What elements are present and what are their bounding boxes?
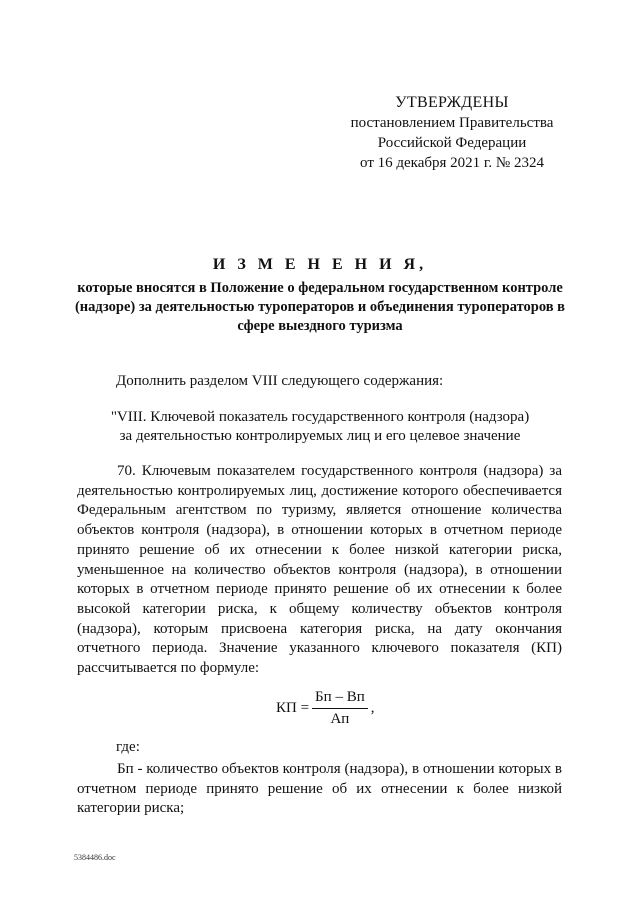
approval-line-1: постановлением Правительства — [350, 115, 554, 131]
formula-numerator: Бп – Вп — [312, 689, 368, 709]
approved-label: УТВЕРЖДЕНЫ — [395, 94, 509, 111]
section-title — [70, 408, 570, 446]
formula-tail: , — [370, 700, 375, 716]
formula — [276, 689, 374, 728]
where-label: где: — [116, 739, 140, 755]
formula-denominator: Ап — [330, 711, 350, 727]
document-title: И З М Е Н Е Н И Я, — [212, 256, 428, 273]
approval-line-2: Российской Федерации — [377, 135, 527, 151]
section-title-line-2: за деятельностью контролируемых лиц и его целевое значение — [119, 428, 521, 444]
definition-bp: Бп - количество объектов контроля (надзора), в отношении которых в отчетном периоде принято решение об их отнесении к более низкой категории риска; — [77, 761, 562, 817]
formula-lhs: КП = — [276, 700, 310, 716]
document-subtitle: которые вносятся в Положение о федеральном государственном контроле (надзоре) за деятельностью туроператоров и объединения туроператоров в сфере выездного туризма — [74, 280, 566, 334]
paragraph-70: 70. Ключевым показателем государственного контроля (надзора) за деятельностью контролируемых лиц, достижение которого обеспечивается Федеральным агентством по туризму, является отношение количества объектов контроля (надзора), в отношении которых в отчетном периоде принято решение об их отнесении к более низкой категории риска, уменьшенное на количество объектов контроля (надзора), в отношении которых в отчетном периоде принято решение об их отнесении к более высокой категории риска, к общему количеству объектов контроля (надзора), которым присвоена категория риска, на дату окончания отчетного периода. Значение указанного ключевого показателя (КП) рассчитывается по формуле: — [77, 463, 562, 677]
approval-block — [336, 93, 568, 173]
formula-fraction — [312, 689, 368, 728]
file-name-footer: 5384486.doc — [74, 853, 116, 862]
approval-line-3: от 16 декабря 2021 г. № 2324 — [360, 155, 544, 171]
intro-text: Дополнить разделом VIII следующего содержания: — [116, 373, 444, 389]
section-title-line-1: "VIII. Ключевой показатель государственного контроля (надзора) — [110, 409, 530, 425]
